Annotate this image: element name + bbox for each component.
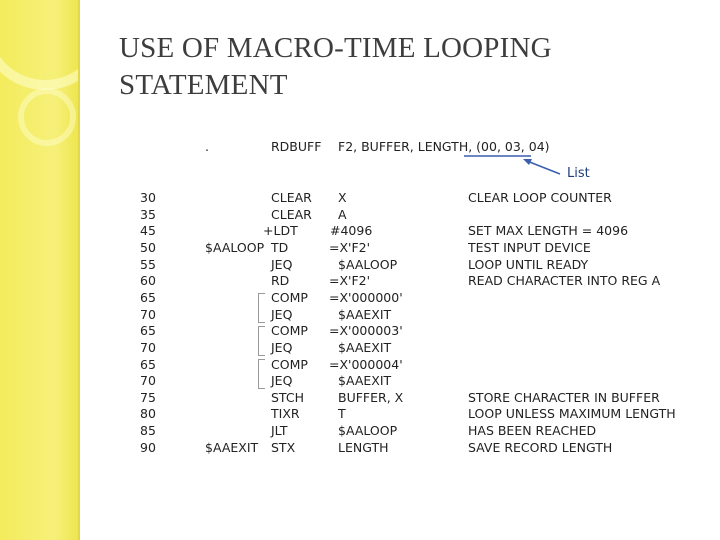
comment-field: HAS BEEN REACHED — [468, 423, 597, 439]
line-number: 90 — [140, 439, 156, 455]
comment-field: CLEAR LOOP COUNTER — [468, 190, 612, 205]
line-number: 30 — [140, 190, 156, 205]
opcode-field: TD — [271, 239, 289, 255]
decorative-circle-large — [0, 0, 78, 90]
line-number: 60 — [140, 273, 156, 289]
header-operand: F2, BUFFER, LENGTH, (00, 03, 04) — [338, 139, 550, 154]
line-number: 50 — [140, 239, 156, 255]
opcode-field: COMP — [271, 356, 308, 372]
operand-field: T — [338, 406, 346, 422]
operand-field: #4096 — [330, 223, 373, 239]
loop-bracket — [258, 326, 265, 356]
line-number: 55 — [140, 256, 156, 272]
operand-field: A — [338, 206, 347, 222]
opcode-field: JEQ — [271, 306, 293, 322]
comment-field: TEST INPUT DEVICE — [468, 239, 591, 255]
arrow-head-icon — [523, 159, 532, 165]
operand-field: =X'000000' — [329, 289, 403, 305]
header-op: RDBUFF — [271, 139, 322, 154]
operand-field: $AAEXIT — [338, 339, 392, 355]
opcode-field: CLEAR — [271, 190, 312, 205]
operand-field: =X'F2' — [329, 239, 371, 255]
opcode-field: JEQ — [271, 256, 293, 272]
opcode-field: COMP — [271, 323, 308, 339]
line-number: 70 — [140, 339, 156, 355]
label-field: $AAEXIT — [205, 439, 259, 455]
line-number: 65 — [140, 356, 156, 372]
comment-field: SET MAX LENGTH = 4096 — [468, 223, 629, 239]
line-number: 70 — [140, 306, 156, 322]
opcode-field: STCH — [271, 389, 304, 405]
decorative-side-band — [0, 0, 78, 540]
line-number: 65 — [140, 289, 156, 305]
opcode-field: JLT — [271, 423, 288, 439]
line-number: 85 — [140, 423, 156, 439]
opcode-field: RD — [271, 273, 290, 289]
line-number: 65 — [140, 323, 156, 339]
header-label: . — [205, 139, 209, 154]
operand-field: =X'F2' — [329, 273, 371, 289]
line-number: 45 — [140, 223, 156, 239]
decorative-circle-small — [18, 88, 76, 146]
operand-field: $AALOOP — [338, 423, 398, 439]
opcode-field: JEQ — [271, 373, 293, 389]
comment-field: STORE CHARACTER IN BUFFER — [468, 389, 660, 405]
side-band-divider — [78, 0, 80, 540]
operand-field: LENGTH — [338, 439, 389, 455]
label-field: $AALOOP — [205, 239, 265, 255]
line-number: 75 — [140, 389, 156, 405]
operand-field: BUFFER, X — [338, 389, 404, 405]
line-number: 35 — [140, 206, 156, 222]
opcode-field: STX — [271, 439, 296, 455]
operand-field: $AALOOP — [338, 256, 398, 272]
operand-field: $AAEXIT — [338, 373, 392, 389]
operand-field: $AAEXIT — [338, 306, 392, 322]
opcode-field: COMP — [271, 289, 308, 305]
comment-field: READ CHARACTER INTO REG A — [468, 273, 661, 289]
line-number: 80 — [140, 406, 156, 422]
line-number: 70 — [140, 373, 156, 389]
arrow-shaft — [527, 161, 560, 174]
list-callout-label: List — [567, 166, 590, 181]
comment-field: SAVE RECORD LENGTH — [468, 439, 613, 455]
opcode-field: JEQ — [271, 339, 293, 355]
opcode-field: TIXR — [271, 406, 300, 422]
comment-field: LOOP UNTIL READY — [468, 256, 589, 272]
loop-bracket — [258, 359, 265, 389]
loop-bracket — [258, 293, 265, 323]
opcode-field: CLEAR — [271, 206, 312, 222]
comment-field: LOOP UNLESS MAXIMUM LENGTH — [468, 406, 676, 422]
operand-field: =X'000003' — [329, 323, 403, 339]
operand-field: X — [338, 190, 347, 205]
operand-field: =X'000004' — [329, 356, 403, 372]
opcode-field: +LDT — [263, 223, 298, 239]
slide-title: USE OF MACRO-TIME LOOPING STATEMENT — [119, 32, 552, 101]
